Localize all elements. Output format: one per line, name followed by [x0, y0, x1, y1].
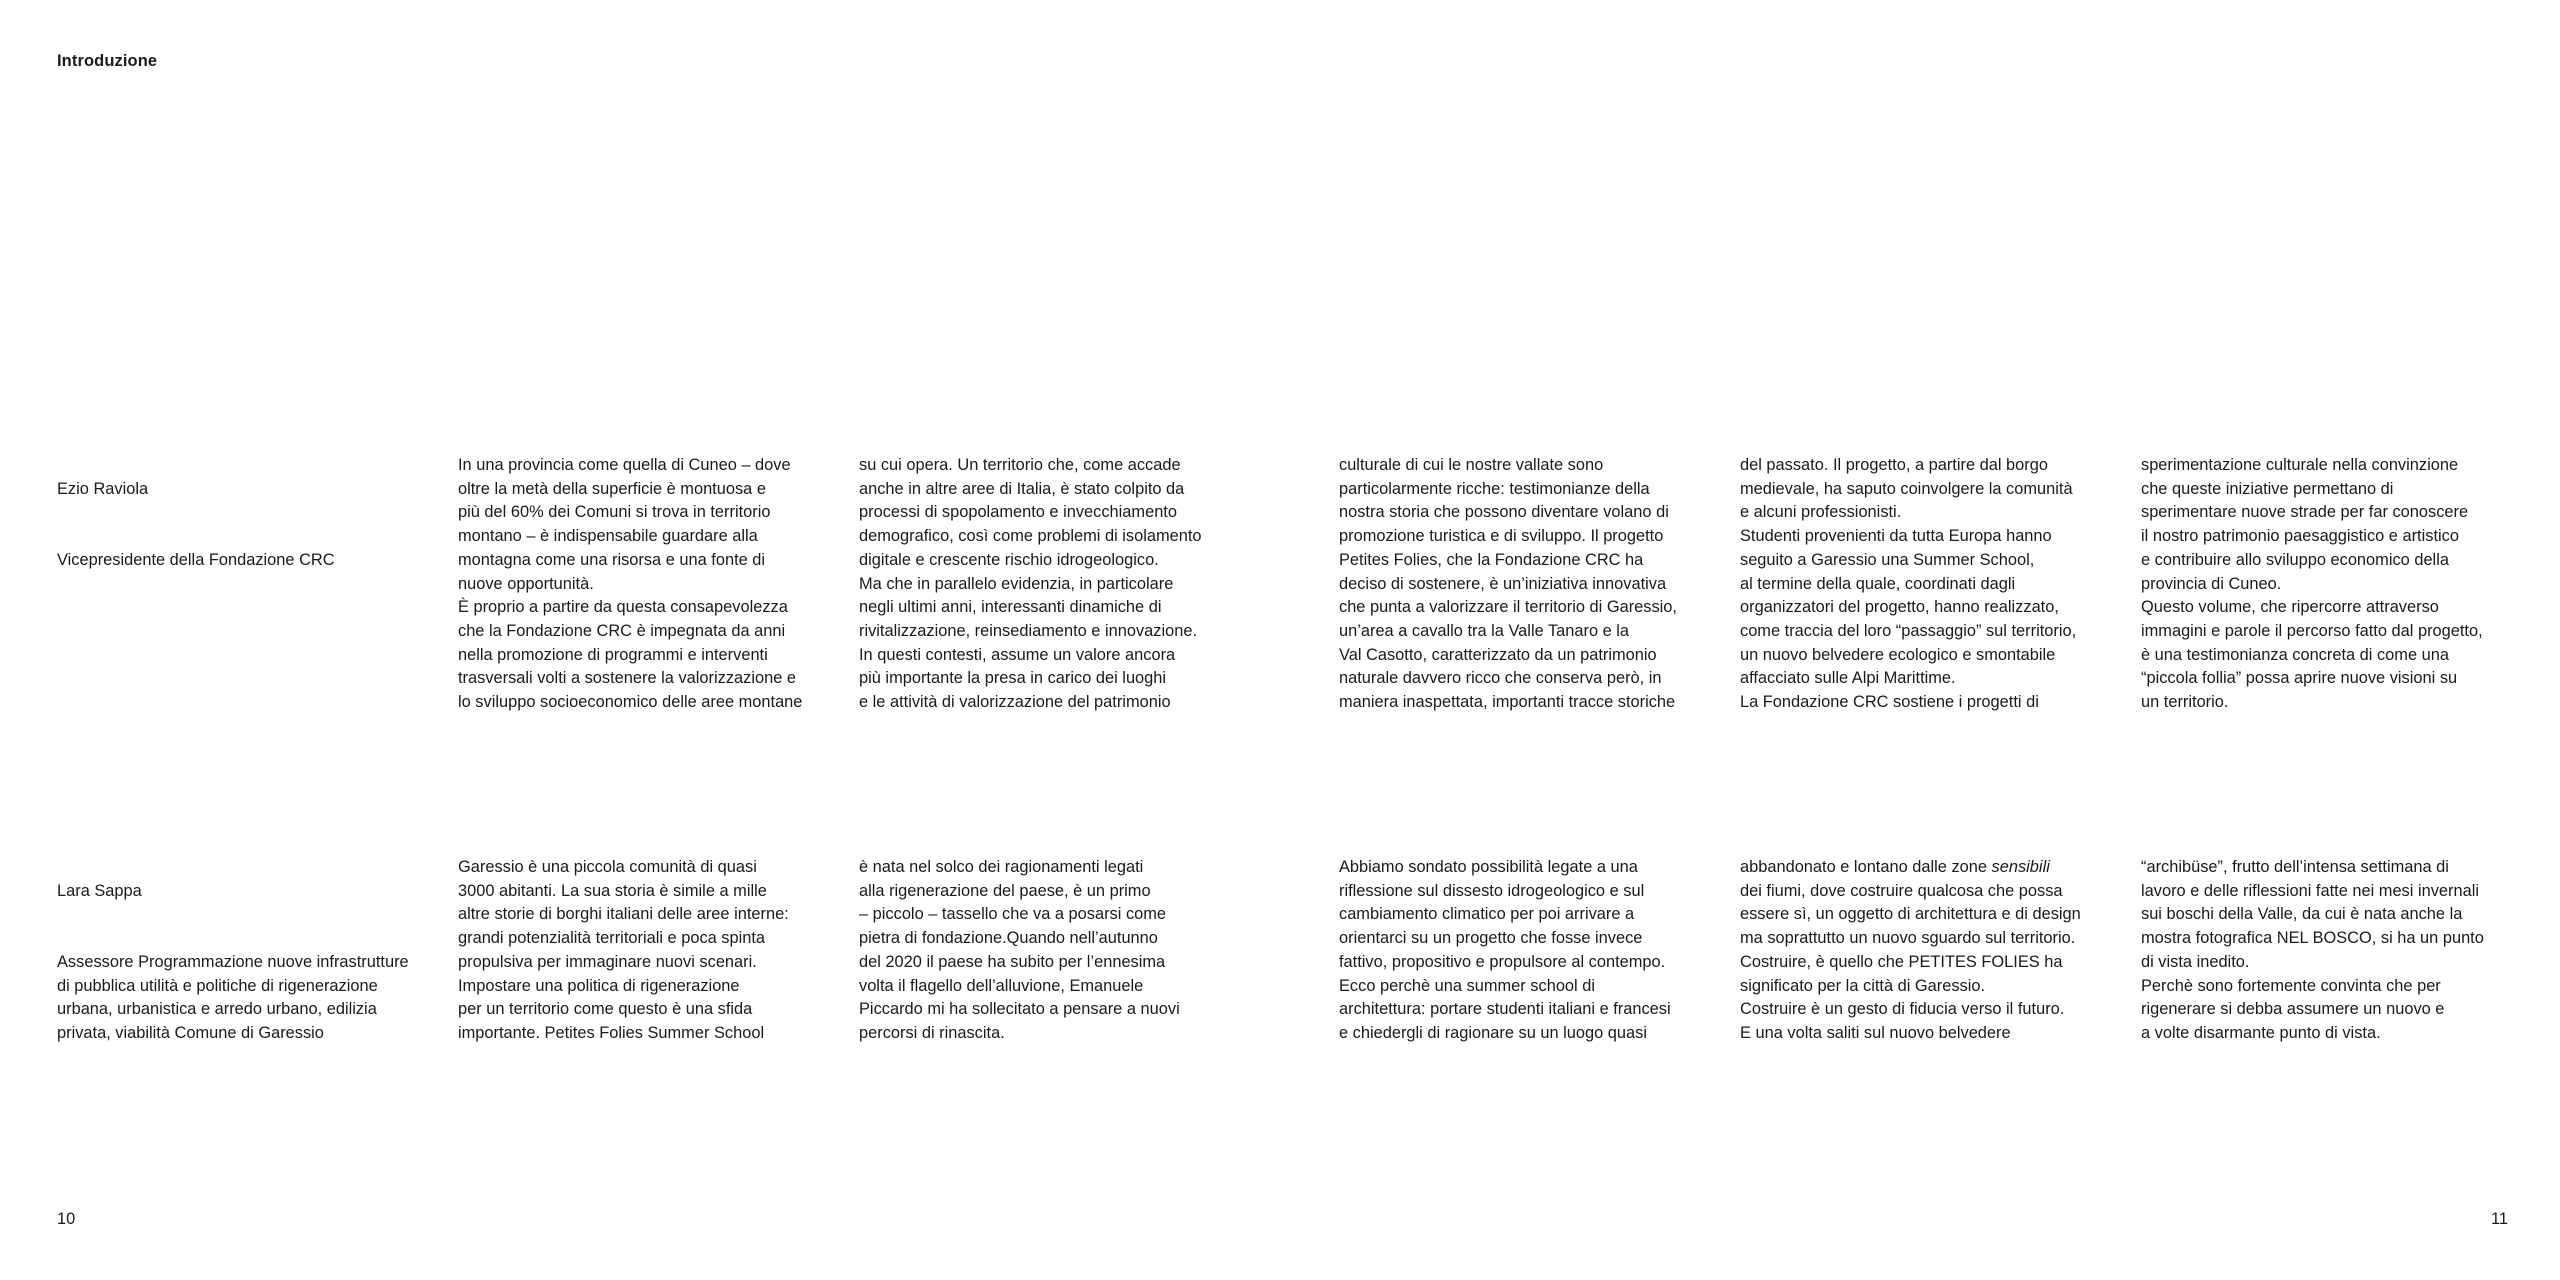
text-column: culturale di cui le nostre vallate sono particolarmente ricche: testimonianze della nostra storia che possono diventare volano di promozione turistica e di sviluppo. Il progetto Petites Folies, che la Fondazione CRC ha deciso di sostenere, è un’iniziativa innovativa che punta a valorizzare il territorio di Garessio, un’area a cavallo tra la Valle Tanaro e la Val Casotto, caratterizzato da un patrimonio naturale davvero ricco che conserva però, in maniera inaspettata, importanti tracce storiche: [1339, 456, 1677, 712]
author-name: Ezio Raviola: [57, 479, 149, 498]
author-role: Assessore Programmazione nuove infrastrutture di pubblica utilità e politiche di rigenerazione urbana, urbanistica e arredo urbano, edilizia privata, viabilità Comune di Garessio: [57, 952, 409, 1042]
text-run: dei fiumi, dove costruire qualcosa che possa essere sì, un oggetto di architettura e di design ma soprattutto un nuovo sguardo sul territorio. Costruire, è quello che PETITES FOLIES ha significato per la città di Garessio. Costruire è un gesto di fiducia verso il futuro. E una volta saliti sul nuovo belvedere: [1740, 881, 2081, 1042]
author-block-1: [57, 454, 432, 596]
page-number-right: 11: [2490, 1210, 2508, 1228]
section-title: Introduzione: [57, 52, 158, 70]
text-column: “archibüse”, frutto dell’intensa settimana di lavoro e delle riflessioni fatte nei mesi invernali sui boschi della Valle, da cui è nata anche la mostra fotografica NEL BOSCO, si ha un punto di vista inedito. Perchè sono fortemente convinta che per rigenerare si debba assumere un nuovo e a volte disarmante punto di vista.: [2141, 858, 2484, 1042]
author-name: Lara Sappa: [57, 881, 142, 900]
italic-word: sensibili: [1991, 858, 2050, 876]
text-run: abbandonato e lontano dalle zone: [1740, 858, 1992, 876]
text-column: In una provincia come quella di Cuneo – dove oltre la metà della superficie è montuosa e più del 60% dei Comuni si trova in territorio montano – è indispensabile guardare alla montagna come una risorsa e una fonte di nuove opportunità. È proprio a partire da questa consapevolezza che la Fondazione CRC è impegnata da anni nella promozione di programmi e interventi trasversali volti a sostenere la valorizzazione e lo sviluppo socioeconomico delle aree montane: [458, 456, 803, 712]
text-column: sperimentazione culturale nella convinzione che queste iniziative permettano di sperimentare nuove strade per far conoscere il nostro patrimonio paesaggistico e artistico e contribuire allo sviluppo economico della provincia di Cuneo. Questo volume, che ripercorre attraverso immagini e parole il percorso fatto dal progetto, è una testimonianza concreta di come una “piccola follia” possa aprire nuove visioni su un territorio.: [2141, 456, 2483, 712]
text-column: su cui opera. Un territorio che, come accade anche in altre aree di Italia, è stato colpito da processi di spopolamento e invecchiamento demografico, così come problemi di isolamento digitale e crescente rischio idrogeologico. Ma che in parallelo evidenzia, in particolare negli ultimi anni, interessanti dinamiche di rivitalizzazione, reinsediamento e innovazione. In questi contesti, assume un valore ancora più importante la presa in carico dei luoghi e le attività di valorizzazione del patrimonio: [859, 456, 1202, 712]
author-role: Vicepresidente della Fondazione CRC: [57, 550, 335, 569]
text-column: è nata nel solco dei ragionamenti legati alla rigenerazione del paese, è un primo – piccolo – tassello che va a posarsi come pietra di fondazione.Quando nell’autunno del 2020 il paese ha subito per l’ennesima volta il flagello dell’alluvione, Emanuele Piccardo mi ha sollecitato a pensare a nuovi percorsi di rinascita.: [859, 858, 1180, 1042]
text-column: [1740, 856, 2115, 1046]
text-column: del passato. Il progetto, a partire dal borgo medievale, ha saputo coinvolgere la comunità e alcuni professionisti. Studenti provenienti da tutta Europa hanno seguito a Garessio una Summer School, al termine della quale, coordinati dagli organizzatori del progetto, hanno realizzato, come traccia del loro “passaggio” sul territorio, un nuovo belvedere ecologico e smontabile affacciato sulle Alpi Marittime. La Fondazione CRC sostiene i progetti di: [1740, 456, 2077, 712]
author-block-2: [57, 856, 432, 1069]
text-column: Garessio è una piccola comunità di quasi 3000 abitanti. La sua storia è simile a mille altre storie di borghi italiani delle aree interne: grandi potenzialità territoriali e poca spinta propulsiva per immaginare nuovi scenari. Impostare una politica di rigenerazione per un territorio come questo è una sfida importante. Petites Folies Summer School: [458, 858, 789, 1042]
text-column: Abbiamo sondato possibilità legate a una riflessione sul dissesto idrogeologico e sul cambiamento climatico per poi arrivare a orientarci su un progetto che fosse invece fattivo, propositivo e propulsore al contempo. Ecco perchè una summer school di architettura: portare studenti italiani e francesi e chiedergli di ragionare su un luogo quasi: [1339, 858, 1671, 1042]
page-number-left: 10: [57, 1210, 76, 1228]
